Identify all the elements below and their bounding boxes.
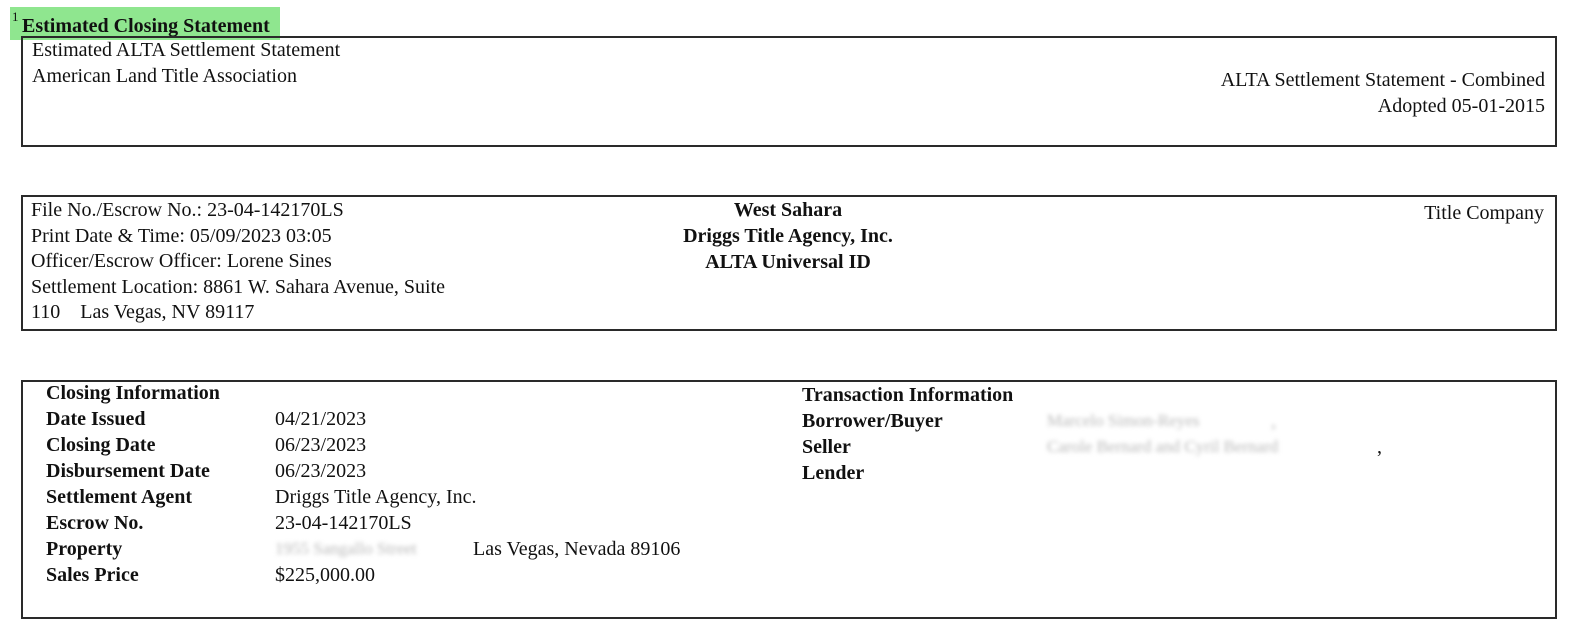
date-issued-label: Date Issued: [46, 408, 146, 430]
closing-info-heading: Closing Information: [46, 382, 220, 404]
closing-transaction-box: [21, 380, 1557, 619]
alta-universal-id: ALTA Universal ID: [705, 251, 871, 273]
title-company-label: Title Company: [1424, 202, 1544, 224]
branch-name: West Sahara: [733, 199, 843, 221]
sales-price-value: $225,000.00: [275, 564, 375, 586]
escrow-no-value: 23-04-142170LS: [275, 512, 412, 534]
property-label: Property: [46, 538, 123, 560]
seller-suffix: ,: [1377, 436, 1382, 458]
alta-association: American Land Title Association: [32, 65, 297, 87]
settlement-location: Settlement Location: 8861 W. Sahara Avenue, Suite: [31, 276, 445, 298]
settlement-agent-label: Settlement Agent: [46, 486, 193, 508]
settlement-agent-value: Driggs Title Agency, Inc.: [275, 486, 477, 508]
alta-statement-title: Estimated ALTA Settlement Statement: [32, 39, 341, 61]
seller-label: Seller: [802, 436, 851, 458]
borrower-buyer-label: Borrower/Buyer: [802, 410, 943, 432]
settlement-location-cont: 110 Las Vegas, NV 89117: [31, 301, 255, 323]
print-date-time: Print Date & Time: 05/09/2023 03:05: [31, 225, 332, 247]
closing-date-label: Closing Date: [46, 434, 156, 456]
statement-title: Estimated Closing Statement: [22, 15, 270, 37]
file-escrow-number: File No./Escrow No.: 23-04-142170LS: [31, 199, 344, 221]
agency-name: Driggs Title Agency, Inc.: [683, 225, 893, 247]
property-city-value: Las Vegas, Nevada 89106: [473, 538, 681, 560]
alta-combined-label: ALTA Settlement Statement - Combined: [1220, 69, 1545, 91]
borrower-buyer-value-redacted: Marcelo Simon-Reyes: [1047, 411, 1200, 430]
escrow-officer: Officer/Escrow Officer: Lorene Sines: [31, 250, 332, 272]
tag-number: 1: [12, 9, 19, 24]
sales-price-label: Sales Price: [46, 564, 139, 586]
property-street-redacted: 1955 Sangallo Street: [275, 539, 417, 558]
lender-label: Lender: [802, 462, 865, 484]
transaction-info-heading: Transaction Information: [802, 384, 1014, 406]
closing-date-value: 06/23/2023: [275, 434, 367, 456]
alta-adopted-date: Adopted 05-01-2015: [1377, 95, 1545, 117]
escrow-no-label: Escrow No.: [46, 512, 144, 534]
disbursement-date-label: Disbursement Date: [46, 460, 210, 482]
seller-value-redacted: Carole Bernard and Cyril Bernard: [1047, 437, 1279, 456]
disbursement-date-value: 06/23/2023: [275, 460, 367, 482]
date-issued-value: 04/21/2023: [275, 408, 367, 430]
borrower-buyer-suffix: ,: [1271, 410, 1276, 432]
